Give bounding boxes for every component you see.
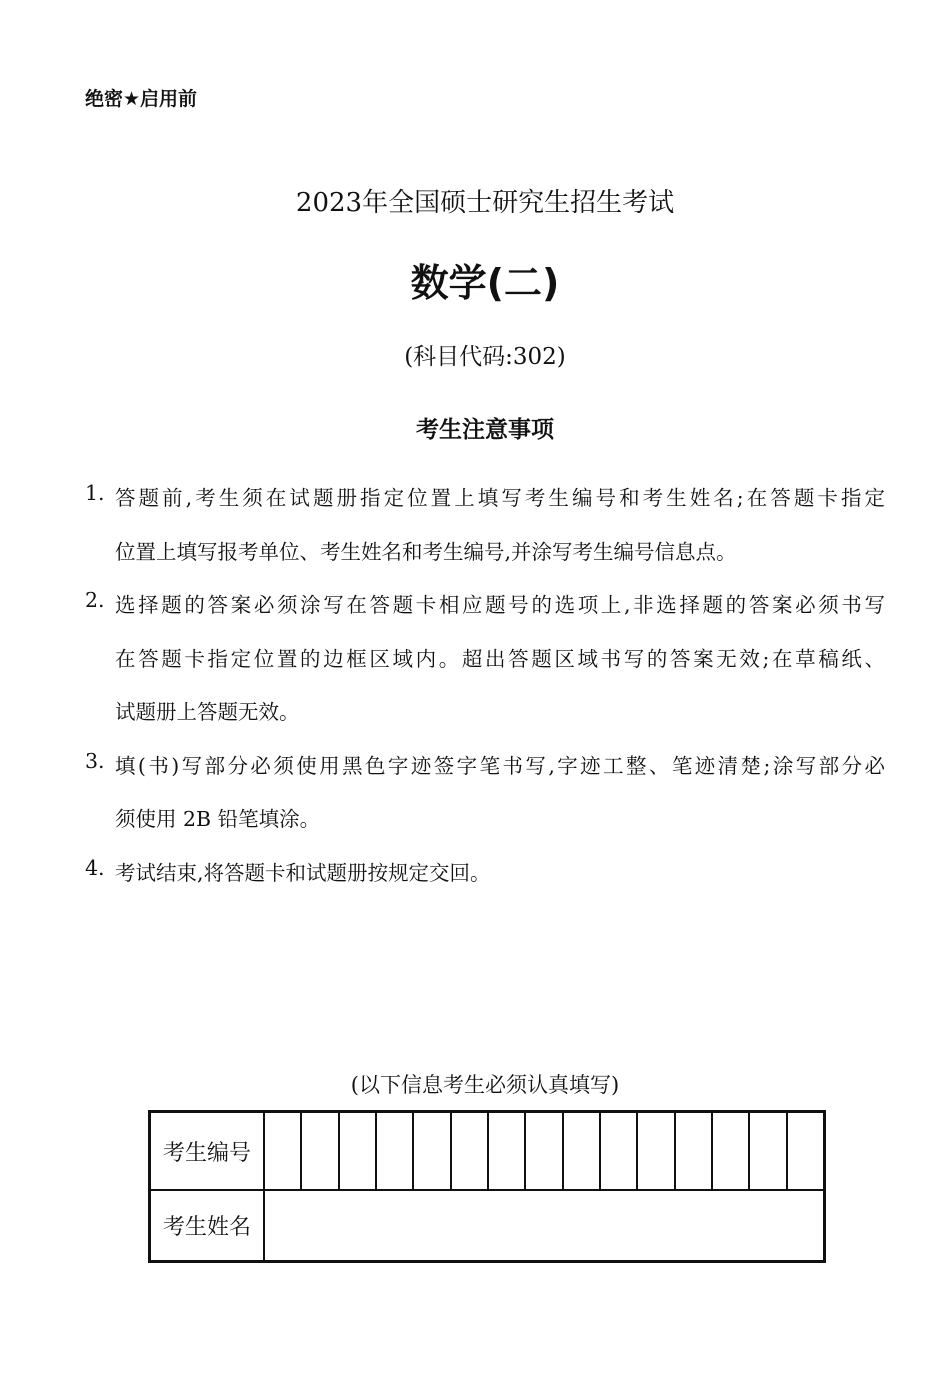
candidate-id-digit-cell[interactable] — [676, 1113, 713, 1189]
notice-heading: 考生注意事项 — [416, 417, 554, 443]
candidate-id-digit-cell[interactable] — [489, 1113, 526, 1189]
item-line: 答题前,考生须在试题册指定位置上填写考生编号和考生姓名;在答题卡指定 — [115, 486, 885, 510]
candidate-id-digit-cell[interactable] — [750, 1113, 787, 1189]
candidate-id-digit-cell[interactable] — [788, 1113, 823, 1189]
candidate-id-row — [151, 1113, 823, 1191]
candidate-id-digit-cell[interactable] — [340, 1113, 377, 1189]
candidate-id-digit-cell[interactable] — [377, 1113, 414, 1189]
confidential-mark: 绝密★启用前 — [85, 88, 198, 110]
candidate-id-label: 考生编号 — [151, 1113, 265, 1189]
item-number: 4. — [85, 856, 105, 880]
item-line: 选择题的答案必须涂写在答题卡相应题号的选项上,非选择题的答案必须书写 — [115, 593, 885, 617]
item-line: 位置上填写报考单位、考生姓名和考生编号,并涂写考生编号信息点。 — [115, 540, 737, 564]
candidate-id-digit-cell[interactable] — [526, 1113, 563, 1189]
candidate-id-cells — [265, 1113, 823, 1189]
candidate-id-digit-cell[interactable] — [564, 1113, 601, 1189]
candidate-id-digit-cell[interactable] — [414, 1113, 451, 1189]
candidate-name-row — [151, 1191, 823, 1260]
item-line: 试题册上答题无效。 — [115, 700, 300, 724]
item-line: 填(书)写部分必须使用黑色字迹签字笔书写,字迹工整、笔迹清楚;涂写部分必 — [115, 754, 885, 778]
candidate-name-label: 考生姓名 — [151, 1191, 265, 1260]
candidate-id-digit-cell[interactable] — [452, 1113, 489, 1189]
item-number: 2. — [85, 588, 105, 612]
candidate-id-digit-cell[interactable] — [302, 1113, 339, 1189]
candidate-id-digit-cell[interactable] — [638, 1113, 675, 1189]
candidate-id-digit-cell[interactable] — [265, 1113, 302, 1189]
item-line: 考试结束,将答题卡和试题册按规定交回。 — [115, 861, 491, 885]
candidate-id-digit-cell[interactable] — [601, 1113, 638, 1189]
candidate-info-table — [148, 1110, 826, 1263]
item-number: 1. — [85, 481, 105, 505]
exam-title: 2023年全国硕士研究生招生考试 — [295, 188, 675, 218]
subject-title: 数学(二) — [410, 261, 560, 305]
candidate-name-field[interactable] — [265, 1191, 823, 1260]
candidate-id-digit-cell[interactable] — [713, 1113, 750, 1189]
info-heading: (以下信息考生必须认真填写) — [350, 1073, 620, 1097]
item-line: 须使用 2B 铅笔填涂。 — [115, 807, 321, 831]
subject-code: (科目代码:302) — [404, 344, 566, 370]
item-number: 3. — [85, 749, 105, 773]
item-line: 在答题卡指定位置的边框区域内。超出答题区域书写的答案无效;在草稿纸、 — [115, 647, 885, 671]
